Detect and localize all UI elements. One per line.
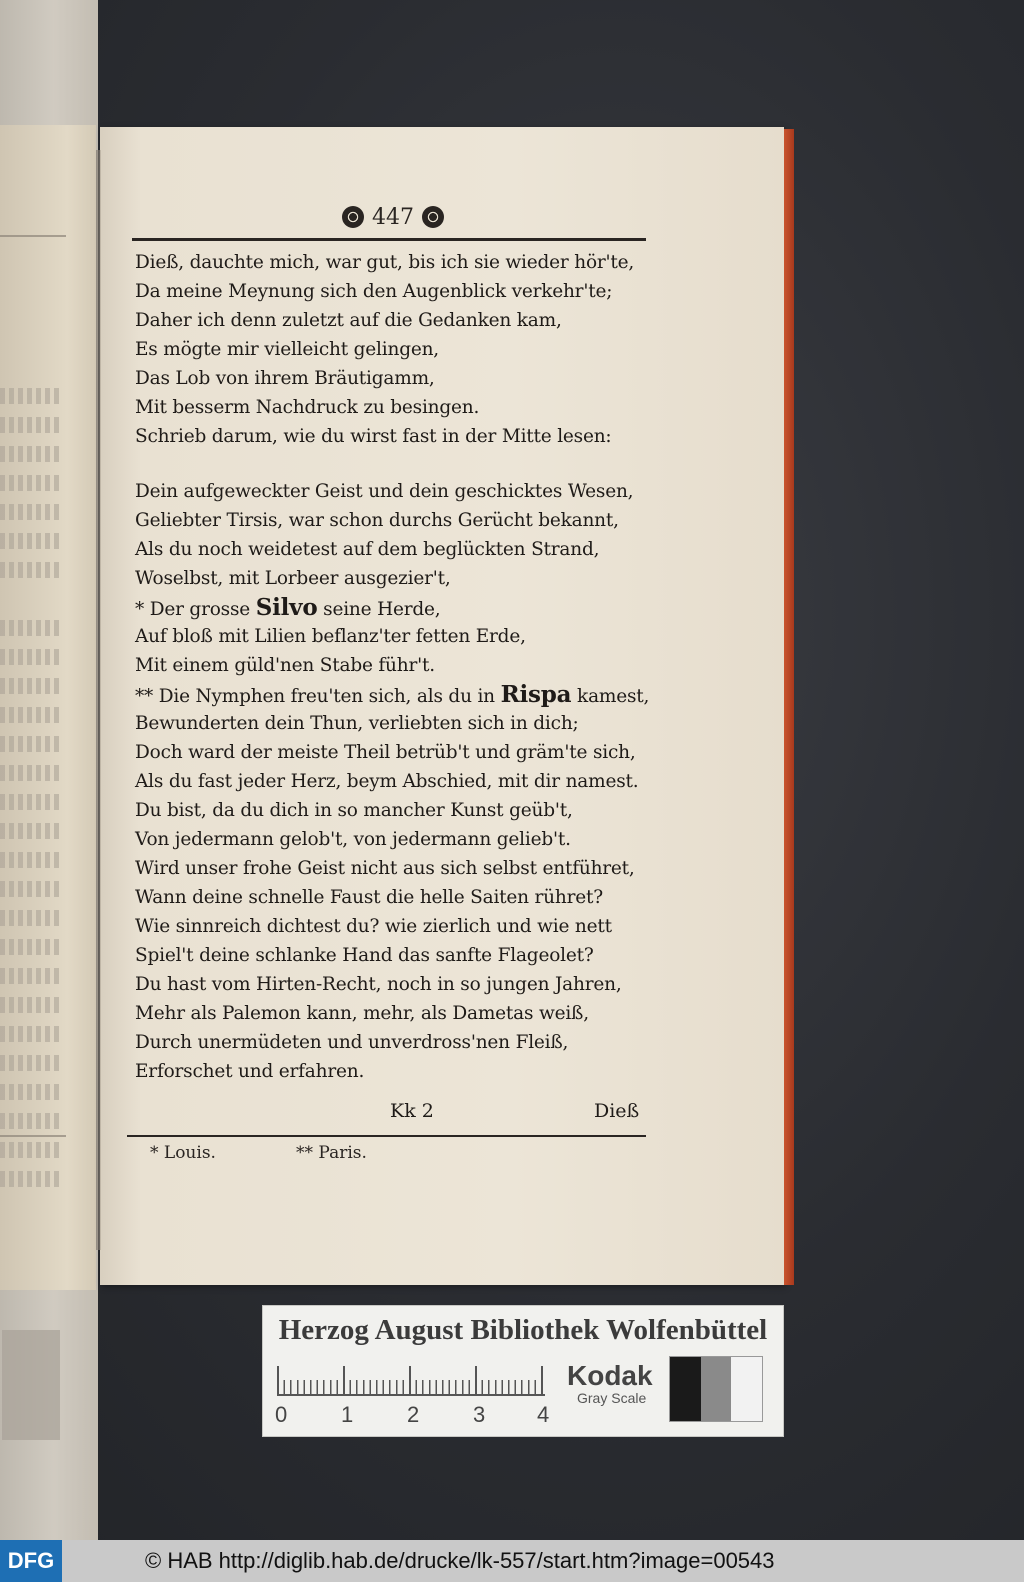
footnote-2: ** Paris. bbox=[296, 1143, 367, 1163]
left-facing-page bbox=[0, 125, 96, 1290]
verse-line: Dieß, dauchte mich, war gut, bis ich sie wieder hör'te, bbox=[135, 252, 635, 273]
dfg-logo: DFG bbox=[0, 1540, 62, 1582]
left-page-line bbox=[0, 765, 62, 781]
gray-swatch bbox=[701, 1357, 732, 1421]
left-page-line bbox=[0, 707, 62, 723]
ruler-number: 3 bbox=[473, 1402, 486, 1427]
left-page-line bbox=[0, 562, 62, 578]
verse-line: Auf bloß mit Lilien beflanz'ter fetten Erde, bbox=[135, 626, 526, 647]
left-page-line bbox=[0, 504, 62, 520]
verse-line: Es mögte mir vielleicht gelingen, bbox=[135, 339, 439, 360]
verse-line bbox=[135, 680, 655, 709]
ruler-numbers bbox=[271, 1402, 561, 1428]
verse-line: Spiel't deine schlanke Hand das sanfte Flageolet? bbox=[135, 945, 594, 966]
left-page-text-lines bbox=[0, 375, 80, 1200]
left-edge-label bbox=[2, 1330, 60, 1440]
left-page-line bbox=[0, 852, 62, 868]
verse-emphasis: Rispa bbox=[500, 681, 572, 708]
page-number: 447 bbox=[372, 204, 414, 230]
left-page-line bbox=[0, 881, 62, 897]
verse-block-2 bbox=[135, 477, 655, 1086]
left-page-line bbox=[0, 620, 62, 636]
left-page-line bbox=[0, 1026, 62, 1042]
left-page-line bbox=[0, 968, 62, 984]
verse-line-text: kamest, bbox=[571, 686, 650, 707]
verse-line: Du hast vom Hirten-Recht, noch in so jungen Jahren, bbox=[135, 974, 622, 995]
gray-scale-label: Gray Scale bbox=[577, 1390, 647, 1406]
ruler-number: 0 bbox=[275, 1402, 288, 1427]
verse-line: Doch ward der meiste Theil betrüb't und gräm'te sich, bbox=[135, 742, 636, 763]
left-page-line bbox=[0, 533, 62, 549]
verse-line: Das Lob von ihrem Bräutigamm, bbox=[135, 368, 435, 389]
viewer-footer bbox=[0, 1540, 1024, 1582]
left-page-line bbox=[0, 1171, 62, 1187]
left-page-line bbox=[0, 1113, 62, 1129]
verse-block-1 bbox=[135, 248, 655, 451]
verse-line: Wird unser frohe Geist nicht aus sich selbst entführet, bbox=[135, 858, 635, 879]
verse-line: Durch unermüdeten und unverdross'nen Fleiß, bbox=[135, 1032, 569, 1053]
verse-line: Woselbst, mit Lorbeer ausgezier't, bbox=[135, 568, 451, 589]
library-name: Herzog August Bibliothek Wolfenbüttel bbox=[278, 1314, 768, 1346]
left-page-line bbox=[0, 939, 62, 955]
left-page-line bbox=[0, 997, 62, 1013]
verse-line: Erforschet und erfahren. bbox=[135, 1061, 365, 1082]
verse-line: Wann deine schnelle Faust die helle Saiten rühret? bbox=[135, 887, 603, 908]
verse-line: Bewunderten dein Thun, verliebten sich in dich; bbox=[135, 713, 579, 734]
verse-line-text: ** Die Nymphen freu'ten sich, als du in bbox=[135, 686, 501, 707]
verse-line: Als du noch weidetest auf dem beglückten Strand, bbox=[135, 539, 600, 560]
verse-line: Mehr als Palemon kann, mehr, als Dametas weiß, bbox=[135, 1003, 589, 1024]
catchword: Dieß bbox=[594, 1100, 640, 1122]
left-page-line bbox=[0, 736, 62, 752]
flower-ornament-icon bbox=[342, 206, 364, 228]
left-page-line bbox=[0, 1142, 62, 1158]
verse-line: Geliebter Tirsis, war schon durchs Gerücht bekannt, bbox=[135, 510, 619, 531]
left-page-line bbox=[0, 823, 62, 839]
left-page-line bbox=[0, 1055, 62, 1071]
left-page-line bbox=[0, 475, 62, 491]
page-header bbox=[318, 200, 468, 234]
red-page-edge bbox=[784, 129, 794, 1285]
verse-line: Daher ich denn zuletzt auf die Gedanken kam, bbox=[135, 310, 562, 331]
measurement-ruler bbox=[277, 1364, 545, 1396]
footnote-rule bbox=[127, 1135, 646, 1137]
gray-swatch bbox=[670, 1357, 701, 1421]
header-rule bbox=[132, 238, 646, 241]
ruler-number: 2 bbox=[407, 1402, 420, 1427]
gray-swatch bbox=[731, 1357, 762, 1421]
left-page-line bbox=[0, 794, 62, 810]
left-page-line bbox=[0, 1084, 62, 1100]
verse-line bbox=[135, 593, 655, 622]
kodak-brand: Kodak bbox=[567, 1360, 653, 1391]
credit-url[interactable]: © HAB http://diglib.hab.de/drucke/lk-557/start.htm?image=00543 bbox=[145, 1548, 775, 1573]
verse-line: Wie sinnreich dichtest du? wie zierlich und wie nett bbox=[135, 916, 612, 937]
left-page-line bbox=[0, 388, 62, 404]
signature-mark: Kk 2 bbox=[390, 1100, 434, 1122]
verse-line: Du bist, da du dich in so mancher Kunst geüb't, bbox=[135, 800, 573, 821]
footnote-1: * Louis. bbox=[150, 1143, 216, 1163]
left-page-line bbox=[0, 649, 62, 665]
gray-swatches bbox=[669, 1356, 763, 1422]
verse-line: Schrieb darum, wie du wirst fast in der Mitte lesen: bbox=[135, 426, 612, 447]
verse-line: Von jedermann gelob't, von jedermann gelieb't. bbox=[135, 829, 571, 850]
verse-line: Mit einem güld'nen Stabe führ't. bbox=[135, 655, 435, 676]
ruler-number: 4 bbox=[537, 1402, 550, 1427]
ruler-number: 1 bbox=[341, 1402, 354, 1427]
page-gutter bbox=[96, 150, 101, 1250]
verse-line: Mit besserm Nachdruck zu besingen. bbox=[135, 397, 480, 418]
verse-emphasis: Silvo bbox=[255, 594, 318, 621]
left-page-line bbox=[0, 678, 62, 694]
left-page-line bbox=[0, 910, 62, 926]
left-page-line bbox=[0, 417, 62, 433]
flower-ornament-icon bbox=[422, 206, 444, 228]
verse-line-text: seine Herde, bbox=[317, 599, 441, 620]
verse-line-text: * Der grosse bbox=[135, 599, 256, 620]
left-page-line bbox=[0, 446, 62, 462]
verse-line: Dein aufgeweckter Geist und dein geschicktes Wesen, bbox=[135, 481, 634, 502]
verse-line: Da meine Meynung sich den Augenblick verkehr'te; bbox=[135, 281, 613, 302]
verse-line: Als du fast jeder Herz, beym Abschied, mit dir namest. bbox=[135, 771, 639, 792]
color-calibration-card bbox=[262, 1305, 784, 1437]
